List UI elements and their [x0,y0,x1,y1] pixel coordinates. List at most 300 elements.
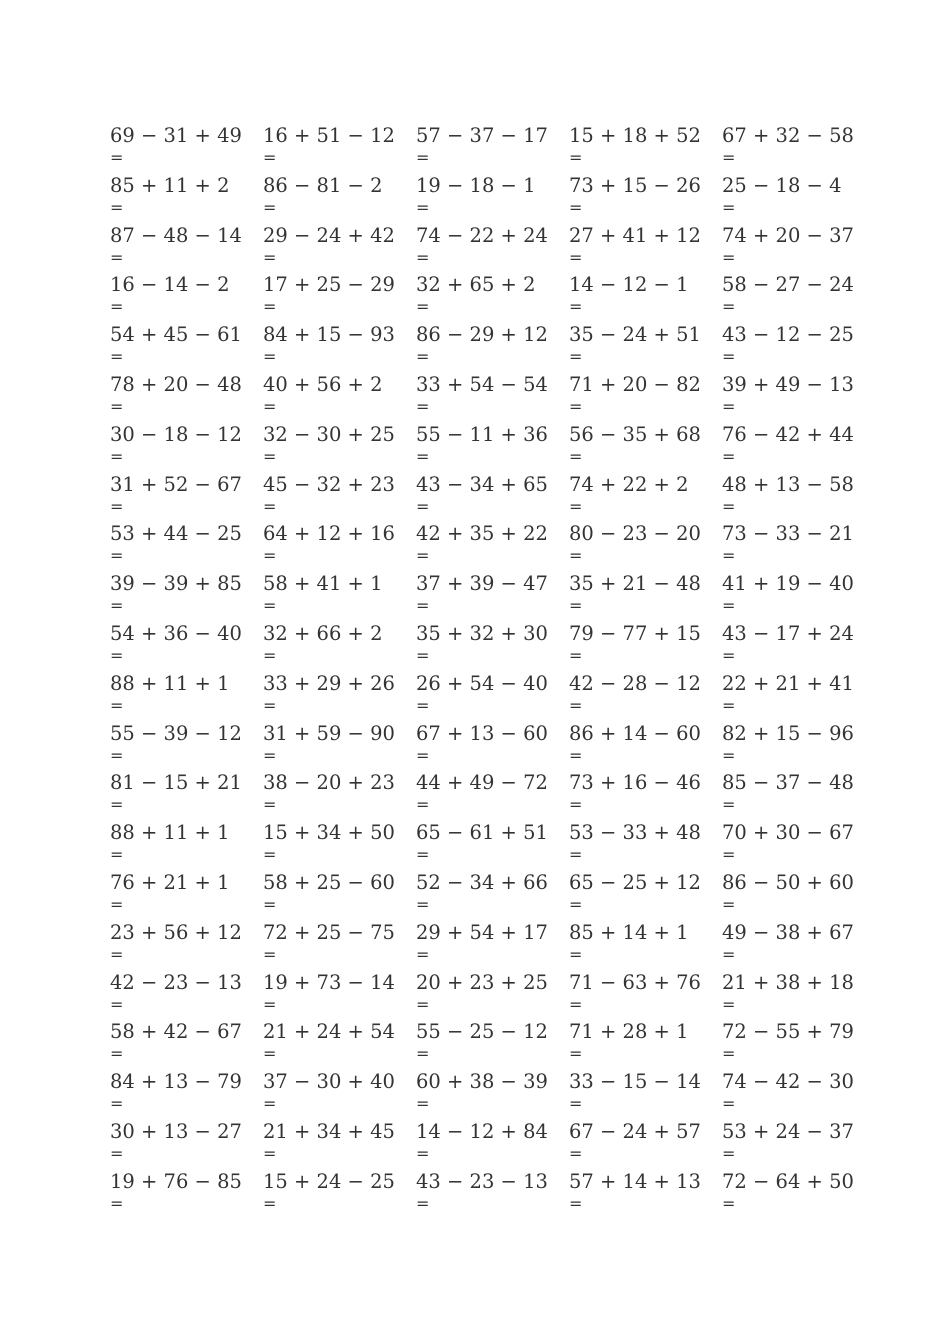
problem-expression: 73 + 16 − 46 [569,771,701,795]
problem-expression: 67 − 24 + 57 [569,1119,701,1143]
problem-expression: 73 + 15 − 26 [569,173,701,197]
equals-sign: = [263,994,277,1014]
problem-expression: 54 + 45 − 61 [110,323,242,347]
math-problem [416,821,569,871]
math-problem [263,971,416,1021]
problem-expression: 74 − 42 − 30 [722,1070,854,1094]
math-problem [110,273,263,323]
problem-expression: 39 − 39 + 85 [110,572,242,596]
equals-sign: = [416,1143,430,1163]
equals-sign: = [416,1044,430,1064]
problem-expression: 52 − 34 + 66 [416,870,548,894]
problem-expression: 65 − 25 + 12 [569,870,701,894]
math-problem [263,1020,416,1070]
math-problem [110,1070,263,1120]
math-problem [722,572,875,622]
problem-expression: 57 − 37 − 17 [416,124,548,147]
equals-sign: = [722,247,736,267]
math-problem [416,1120,569,1170]
problem-expression: 81 − 15 + 21 [110,771,242,795]
problem-expression: 88 + 11 + 1 [110,821,230,845]
equals-sign: = [263,396,277,416]
math-problem [416,672,569,722]
problem-expression: 58 + 25 − 60 [263,870,395,894]
problem-expression: 33 + 54 − 54 [416,372,548,396]
problem-expression: 40 + 56 + 2 [263,372,383,396]
problem-expression: 43 − 23 − 13 [416,1169,548,1193]
math-problem [110,473,263,523]
equals-sign: = [416,297,430,317]
equals-sign: = [263,795,277,815]
problem-expression: 33 − 15 − 14 [569,1070,701,1094]
equals-sign: = [263,944,277,964]
equals-sign: = [263,894,277,914]
problem-expression: 86 − 29 + 12 [416,323,548,347]
equals-sign: = [722,645,736,665]
math-problem [416,622,569,672]
equals-sign: = [722,446,736,466]
equals-sign: = [263,745,277,765]
equals-sign: = [569,347,583,367]
problem-expression: 31 + 52 − 67 [110,472,242,496]
math-problem [110,572,263,622]
math-problem [263,572,416,622]
math-problem [263,224,416,274]
math-problem [110,174,263,224]
problem-expression: 57 + 14 + 13 [569,1169,701,1193]
math-problem [722,971,875,1021]
math-problem [416,1070,569,1120]
problem-expression: 19 + 76 − 85 [110,1169,242,1193]
equals-sign: = [416,197,430,217]
problem-expression: 15 + 34 + 50 [263,821,395,845]
equals-sign: = [722,197,736,217]
equals-sign: = [569,148,583,167]
equals-sign: = [110,347,124,367]
equals-sign: = [110,297,124,317]
math-problem [263,522,416,572]
math-problem [263,622,416,672]
problem-expression: 29 + 54 + 17 [416,920,548,944]
math-problem [263,821,416,871]
math-problem [416,273,569,323]
equals-sign: = [722,496,736,516]
equals-sign: = [722,845,736,865]
math-problem [263,174,416,224]
equals-sign: = [722,745,736,765]
worksheet-grid [110,124,870,1220]
problem-expression: 58 + 42 − 67 [110,1020,242,1044]
problem-expression: 39 + 49 − 13 [722,372,854,396]
math-problem [569,821,722,871]
math-problem [416,871,569,921]
problem-expression: 21 + 38 + 18 [722,970,854,994]
equals-sign: = [263,197,277,217]
equals-sign: = [416,1094,430,1114]
equals-sign: = [569,894,583,914]
equals-sign: = [722,795,736,815]
math-problem [722,821,875,871]
problem-expression: 44 + 49 − 72 [416,771,548,795]
problem-expression: 80 − 23 − 20 [569,522,701,546]
equals-sign: = [416,596,430,616]
equals-sign: = [569,197,583,217]
math-problem [722,473,875,523]
equals-sign: = [569,645,583,665]
math-problem [110,672,263,722]
math-problem [110,522,263,572]
equals-sign: = [569,745,583,765]
equals-sign: = [110,596,124,616]
math-problem [263,722,416,772]
math-problem [263,1170,416,1220]
math-problem [263,1120,416,1170]
math-problem [569,473,722,523]
math-problem [416,373,569,423]
equals-sign: = [110,1193,124,1213]
math-problem [263,323,416,373]
equals-sign: = [569,695,583,715]
math-problem [110,1170,263,1220]
problem-expression: 20 + 23 + 25 [416,970,548,994]
equals-sign: = [110,1094,124,1114]
math-problem [416,1020,569,1070]
math-problem [263,1070,416,1120]
problem-expression: 72 + 25 − 75 [263,920,395,944]
equals-sign: = [416,1193,430,1213]
equals-sign: = [722,148,736,167]
problem-expression: 86 − 50 + 60 [722,870,854,894]
problem-expression: 29 − 24 + 42 [263,223,395,247]
equals-sign: = [569,297,583,317]
math-problem [110,423,263,473]
math-problem [569,1120,722,1170]
problem-expression: 71 + 20 − 82 [569,372,701,396]
equals-sign: = [416,496,430,516]
math-problem [569,1070,722,1120]
equals-sign: = [263,297,277,317]
equals-sign: = [416,994,430,1014]
math-problem [110,971,263,1021]
math-problem [722,522,875,572]
math-problem [722,323,875,373]
equals-sign: = [569,247,583,267]
problem-expression: 85 + 11 + 2 [110,173,230,197]
math-problem [569,971,722,1021]
problem-expression: 65 − 61 + 51 [416,821,548,845]
equals-sign: = [110,695,124,715]
problem-expression: 35 + 32 + 30 [416,621,548,645]
problem-expression: 74 + 22 + 2 [569,472,689,496]
math-problem [569,572,722,622]
math-problem [416,124,569,174]
math-problem [416,722,569,772]
equals-sign: = [110,795,124,815]
problem-expression: 60 + 38 − 39 [416,1070,548,1094]
problem-expression: 76 + 21 + 1 [110,870,230,894]
math-problem [110,124,263,174]
problem-expression: 73 − 33 − 21 [722,522,854,546]
math-problem [263,921,416,971]
math-problem [569,224,722,274]
equals-sign: = [110,645,124,665]
problem-expression: 85 + 14 + 1 [569,920,689,944]
math-problem [263,771,416,821]
math-problem [569,273,722,323]
equals-sign: = [722,1044,736,1064]
equals-sign: = [110,446,124,466]
equals-sign: = [722,1094,736,1114]
problem-expression: 32 + 66 + 2 [263,621,383,645]
math-problem [722,373,875,423]
problem-expression: 14 − 12 + 84 [416,1119,548,1143]
problem-expression: 74 + 20 − 37 [722,223,854,247]
math-problem [416,224,569,274]
math-problem [110,921,263,971]
equals-sign: = [569,1143,583,1163]
equals-sign: = [110,496,124,516]
problem-expression: 67 + 32 − 58 [722,124,854,147]
math-problem [416,522,569,572]
math-problem [722,124,875,174]
equals-sign: = [416,645,430,665]
math-problem [263,373,416,423]
equals-sign: = [263,148,277,167]
problem-expression: 22 + 21 + 41 [722,671,854,695]
problem-expression: 32 + 65 + 2 [416,273,536,297]
problem-expression: 86 − 81 − 2 [263,173,383,197]
problem-expression: 19 + 73 − 14 [263,970,395,994]
math-problem [110,323,263,373]
math-problem [110,373,263,423]
problem-expression: 15 + 24 − 25 [263,1169,395,1193]
equals-sign: = [110,1143,124,1163]
equals-sign: = [263,1193,277,1213]
equals-sign: = [722,546,736,566]
problem-expression: 53 + 44 − 25 [110,522,242,546]
equals-sign: = [569,944,583,964]
equals-sign: = [110,1044,124,1064]
problem-expression: 32 − 30 + 25 [263,422,395,446]
problem-expression: 35 + 21 − 48 [569,572,701,596]
equals-sign: = [110,894,124,914]
problem-expression: 38 − 20 + 23 [263,771,395,795]
equals-sign: = [416,546,430,566]
equals-sign: = [110,148,124,167]
equals-sign: = [722,894,736,914]
math-problem [569,1170,722,1220]
equals-sign: = [569,596,583,616]
math-problem [110,622,263,672]
problem-expression: 53 − 33 + 48 [569,821,701,845]
math-problem [569,124,722,174]
equals-sign: = [722,944,736,964]
equals-sign: = [569,446,583,466]
equals-sign: = [416,845,430,865]
problem-expression: 55 − 39 − 12 [110,721,242,745]
math-problem [110,722,263,772]
problem-expression: 21 + 34 + 45 [263,1119,395,1143]
math-problem [722,771,875,821]
problem-expression: 41 + 19 − 40 [722,572,854,596]
equals-sign: = [110,994,124,1014]
equals-sign: = [263,247,277,267]
problem-expression: 43 − 17 + 24 [722,621,854,645]
math-problem [110,821,263,871]
equals-sign: = [263,596,277,616]
math-problem [416,771,569,821]
equals-sign: = [569,396,583,416]
equals-sign: = [722,695,736,715]
math-problem [263,672,416,722]
problem-expression: 69 − 31 + 49 [110,124,242,147]
problem-expression: 17 + 25 − 29 [263,273,395,297]
problem-expression: 88 + 11 + 1 [110,671,230,695]
problem-expression: 49 − 38 + 67 [722,920,854,944]
math-problem [722,871,875,921]
equals-sign: = [416,148,430,167]
problem-expression: 16 − 14 − 2 [110,273,230,297]
equals-sign: = [569,845,583,865]
math-problem [263,473,416,523]
problem-expression: 86 + 14 − 60 [569,721,701,745]
math-problem [263,423,416,473]
problem-expression: 67 + 13 − 60 [416,721,548,745]
math-problem [110,1120,263,1170]
equals-sign: = [722,1143,736,1163]
problem-expression: 30 + 13 − 27 [110,1119,242,1143]
problem-expression: 15 + 18 + 52 [569,124,701,147]
math-problem [722,1170,875,1220]
problem-expression: 37 − 30 + 40 [263,1070,395,1094]
problem-expression: 31 + 59 − 90 [263,721,395,745]
math-problem [416,572,569,622]
equals-sign: = [263,496,277,516]
math-problem [110,871,263,921]
math-problem [722,423,875,473]
math-problem [416,423,569,473]
equals-sign: = [722,297,736,317]
problem-expression: 30 − 18 − 12 [110,422,242,446]
problem-expression: 74 − 22 + 24 [416,223,548,247]
math-problem [416,473,569,523]
math-problem [722,1120,875,1170]
equals-sign: = [416,247,430,267]
problem-expression: 82 + 15 − 96 [722,721,854,745]
problem-expression: 76 − 42 + 44 [722,422,854,446]
equals-sign: = [569,795,583,815]
equals-sign: = [263,1094,277,1114]
math-problem [110,1020,263,1070]
equals-sign: = [416,944,430,964]
math-problem [569,373,722,423]
problem-expression: 85 − 37 − 48 [722,771,854,795]
problem-expression: 71 + 28 + 1 [569,1020,689,1044]
math-problem [569,1020,722,1070]
equals-sign: = [416,446,430,466]
math-problem [722,224,875,274]
equals-sign: = [722,994,736,1014]
problem-expression: 42 + 35 + 22 [416,522,548,546]
equals-sign: = [263,446,277,466]
problem-expression: 53 + 24 − 37 [722,1119,854,1143]
math-problem [569,771,722,821]
equals-sign: = [416,396,430,416]
math-problem [569,423,722,473]
equals-sign: = [416,795,430,815]
math-problem [722,622,875,672]
math-problem [569,174,722,224]
equals-sign: = [263,546,277,566]
math-problem [569,323,722,373]
equals-sign: = [110,197,124,217]
math-problem [722,174,875,224]
equals-sign: = [569,1193,583,1213]
problem-expression: 55 − 11 + 36 [416,422,548,446]
equals-sign: = [416,347,430,367]
problem-expression: 19 − 18 − 1 [416,173,536,197]
equals-sign: = [110,745,124,765]
equals-sign: = [263,1044,277,1064]
equals-sign: = [569,994,583,1014]
math-problem [722,1020,875,1070]
problem-expression: 78 + 20 − 48 [110,372,242,396]
math-problem [722,1070,875,1120]
math-problem [416,1170,569,1220]
equals-sign: = [722,396,736,416]
equals-sign: = [263,645,277,665]
equals-sign: = [569,496,583,516]
equals-sign: = [569,1044,583,1064]
math-problem [263,273,416,323]
problem-expression: 37 + 39 − 47 [416,572,548,596]
equals-sign: = [263,845,277,865]
math-problem [722,672,875,722]
problem-expression: 43 − 34 + 65 [416,472,548,496]
math-problem [416,921,569,971]
problem-expression: 79 − 77 + 15 [569,621,701,645]
equals-sign: = [263,1143,277,1163]
math-problem [722,921,875,971]
equals-sign: = [722,596,736,616]
problem-expression: 84 + 13 − 79 [110,1070,242,1094]
problem-expression: 25 − 18 − 4 [722,173,842,197]
equals-sign: = [110,845,124,865]
math-problem [416,174,569,224]
problem-expression: 16 + 51 − 12 [263,124,395,147]
problem-expression: 33 + 29 + 26 [263,671,395,695]
problem-expression: 70 + 30 − 67 [722,821,854,845]
problem-expression: 58 + 41 + 1 [263,572,383,596]
math-problem [416,971,569,1021]
math-problem [110,224,263,274]
problem-expression: 48 + 13 − 58 [722,472,854,496]
problem-expression: 26 + 54 − 40 [416,671,548,695]
problem-expression: 72 − 64 + 50 [722,1169,854,1193]
equals-sign: = [722,1193,736,1213]
problem-expression: 55 − 25 − 12 [416,1020,548,1044]
problem-expression: 54 + 36 − 40 [110,621,242,645]
math-problem [263,871,416,921]
math-problem [110,771,263,821]
math-problem [569,921,722,971]
problem-expression: 27 + 41 + 12 [569,223,701,247]
problem-expression: 35 − 24 + 51 [569,323,701,347]
math-problem [569,672,722,722]
problem-expression: 87 − 48 − 14 [110,223,242,247]
equals-sign: = [569,1094,583,1114]
math-problem [416,323,569,373]
